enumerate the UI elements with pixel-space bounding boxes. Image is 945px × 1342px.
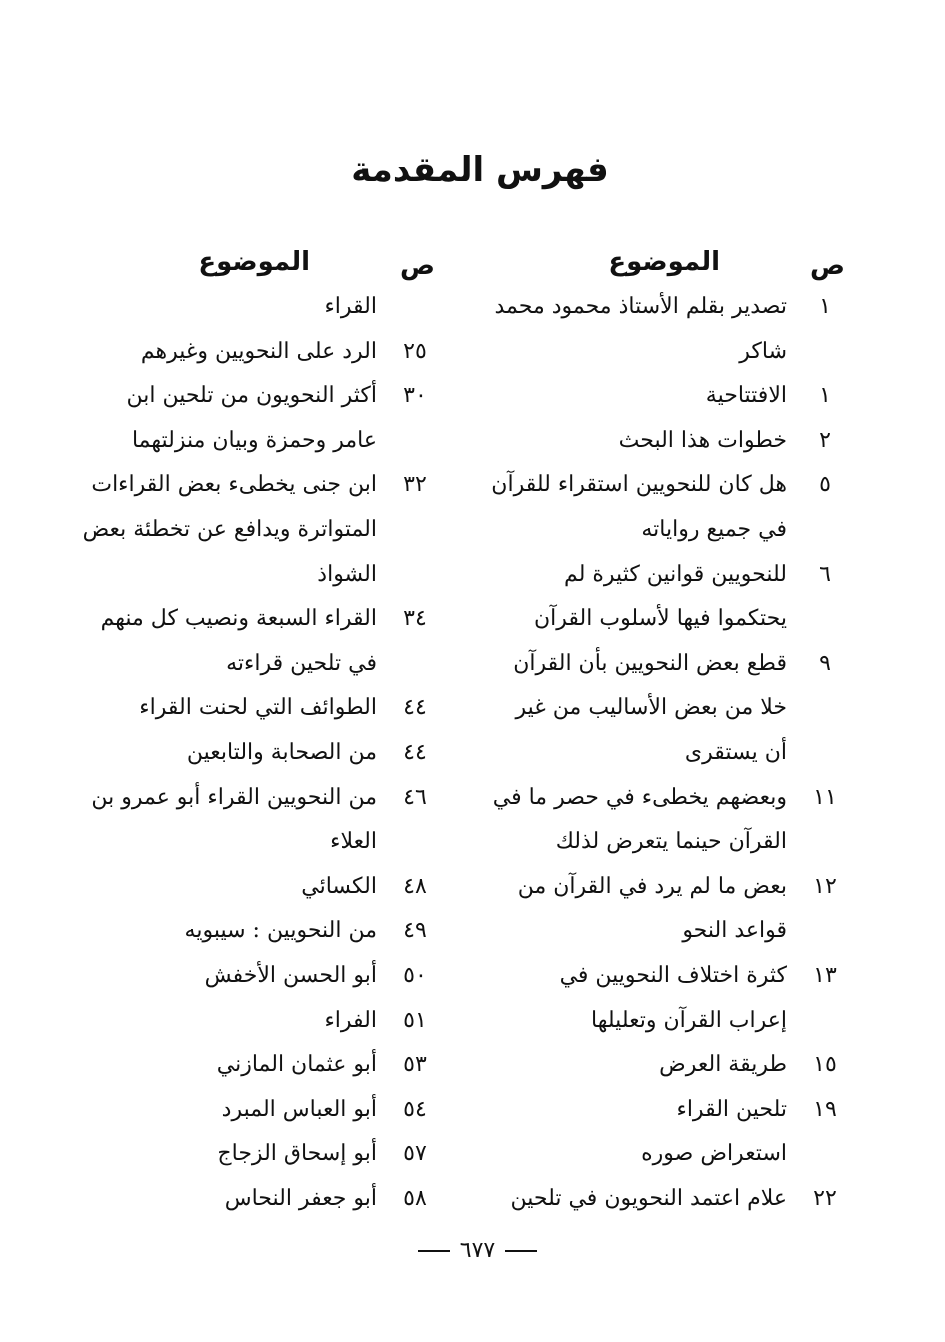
entry-page-number: ٤٩ xyxy=(403,918,427,944)
entry-page-number: ٥٠ xyxy=(403,962,427,988)
toc-entry xyxy=(90,553,435,598)
entry-page-number: ٤٤ xyxy=(403,695,427,721)
toc-entry xyxy=(90,954,435,999)
toc-entry xyxy=(490,1088,845,1133)
entry-topic: في تلحين قراءته xyxy=(226,650,377,676)
entry-page-number: ٥٧ xyxy=(403,1141,427,1167)
entry-topic: أبو عثمان المازني xyxy=(216,1052,377,1078)
entry-page-number: ٢ xyxy=(819,427,831,453)
entry-topic: أكثر النحويون من تلحين ابن xyxy=(126,383,377,409)
toc-left-entries xyxy=(82,285,435,1221)
entry-page-number: ٥٤ xyxy=(403,1096,427,1122)
entry-topic: المتواترة ويدافع عن تخطئة بعض xyxy=(82,516,377,542)
entry-page-number: ٦ xyxy=(819,561,831,587)
entry-topic: في جميع رواياته xyxy=(641,516,787,542)
toc-entry xyxy=(90,642,435,687)
entry-page-number: ٤٤ xyxy=(403,739,427,765)
toc-entry xyxy=(490,553,845,598)
toc-entry xyxy=(490,820,845,865)
entry-topic: الفراء xyxy=(324,1007,377,1033)
page-column-header: ص xyxy=(810,251,845,281)
column-header xyxy=(90,245,435,285)
toc-entry xyxy=(90,419,435,464)
entry-topic: القراء xyxy=(324,294,377,319)
entry-topic: الافتتاحية xyxy=(705,383,787,409)
entry-topic: من النحويين : سيبويه xyxy=(184,918,377,944)
toc-entry xyxy=(490,508,845,553)
toc-right-entries xyxy=(490,285,845,1221)
entry-topic: إعراب القرآن وتعليلها xyxy=(591,1007,787,1033)
entry-topic: علام اعتمد النحويون في تلحين xyxy=(510,1185,787,1211)
entry-topic: تصدير بقلم الأستاذ محمود محمد xyxy=(494,294,787,319)
footer-dash xyxy=(418,1250,450,1252)
entry-topic: العلاء xyxy=(330,829,377,855)
page-number: ٦٧٧ xyxy=(459,1238,496,1263)
entry-page-number: ١٢ xyxy=(813,873,837,899)
toc-entry xyxy=(490,642,845,687)
toc-entry xyxy=(90,1043,435,1088)
entry-page-number: ١٥ xyxy=(813,1052,837,1078)
entry-topic: أبو إسحاق الزجاج xyxy=(217,1141,377,1167)
entry-page-number: ٥٣ xyxy=(403,1052,427,1078)
entry-topic: الكسائي xyxy=(301,873,377,899)
entry-topic: استعراض صوره xyxy=(641,1141,787,1167)
entry-page-number: ٤٨ xyxy=(403,873,427,899)
toc-entry xyxy=(490,1132,845,1177)
toc-entry xyxy=(82,508,435,553)
entry-topic: هل كان للنحويين استقراء للقرآن xyxy=(491,472,787,498)
column-header xyxy=(490,245,845,285)
entry-page-number: ٣٠ xyxy=(403,383,427,409)
entry-topic: الطوائف التي لحنت القراء xyxy=(139,695,377,721)
entry-page-number: ٣٢ xyxy=(403,472,427,498)
toc-entry xyxy=(490,330,845,375)
entry-topic: القرآن حينما يتعرض لذلك xyxy=(555,829,787,855)
toc-right-column xyxy=(490,245,845,1221)
entry-page-number: ٥٨ xyxy=(403,1185,427,1211)
entry-topic: من النحويين القراء أبو عمرو بن xyxy=(91,784,377,810)
entry-topic: خلا من بعض الأساليب من غير xyxy=(515,695,787,721)
toc-entry xyxy=(90,1132,435,1177)
page-column-header: ص xyxy=(400,251,435,281)
toc-entry xyxy=(90,463,435,508)
entry-topic: قواعد النحو xyxy=(682,918,787,944)
toc-entry xyxy=(490,597,845,642)
toc-entry xyxy=(490,865,845,910)
toc-entry xyxy=(490,776,845,821)
toc-entry xyxy=(90,731,435,776)
entry-page-number: ٥ xyxy=(819,472,831,498)
entry-topic: يحتكموا فيها لأسلوب القرآن xyxy=(534,606,787,632)
entry-topic: أبو الحسن الأخفش xyxy=(204,962,377,988)
toc-entry xyxy=(490,909,845,954)
toc-entry xyxy=(90,865,435,910)
toc-entry xyxy=(90,776,435,821)
entry-page-number: ١٩ xyxy=(813,1096,837,1122)
toc-entry xyxy=(90,1177,435,1222)
toc-entry xyxy=(490,419,845,464)
toc-entry xyxy=(90,820,435,865)
entry-topic: قطع بعض النحويين بأن القرآن xyxy=(513,650,787,676)
toc-left-column xyxy=(82,245,435,1221)
toc-entry xyxy=(490,374,845,419)
entry-topic: بعض ما لم يرد في القرآن من xyxy=(517,873,787,899)
toc-entry xyxy=(90,999,435,1044)
entry-page-number: ٩ xyxy=(819,650,831,676)
toc-entry xyxy=(490,1177,845,1222)
entry-page-number: ٢٥ xyxy=(403,338,427,364)
entry-topic: للنحويين قوانين كثيرة لم xyxy=(564,561,787,587)
entry-topic: طريقة العرض xyxy=(659,1052,787,1078)
entry-page-number: ١ xyxy=(819,383,831,409)
entry-page-number: ٣٤ xyxy=(403,606,427,632)
entry-topic: تلحين القراء xyxy=(676,1096,787,1122)
entry-topic: أن يستقرى xyxy=(684,739,787,765)
toc-entry xyxy=(490,686,845,731)
entry-page-number: ١ xyxy=(819,294,831,319)
toc-entry xyxy=(90,285,435,330)
footer-dash xyxy=(505,1250,537,1252)
entry-topic: من الصحابة والتابعين xyxy=(186,739,377,765)
toc-entry xyxy=(490,463,845,508)
entry-topic: أبو العباس المبرد xyxy=(221,1096,377,1122)
toc-entry xyxy=(90,374,435,419)
toc-entry xyxy=(90,1088,435,1133)
entry-topic: الشواذ xyxy=(317,561,377,587)
entry-topic: وبعضهم يخطىء في حصر ما في xyxy=(492,784,787,810)
toc-entry xyxy=(90,330,435,375)
toc-entry xyxy=(490,731,845,776)
page-footer xyxy=(0,1238,945,1263)
toc-entry xyxy=(490,1043,845,1088)
entry-page-number: ٥١ xyxy=(403,1007,427,1033)
entry-topic: كثرة اختلاف النحويين في xyxy=(559,962,787,988)
toc-entry xyxy=(490,285,845,330)
entry-topic: ابن جنى يخطىء بعض القراءات xyxy=(91,472,377,498)
entry-page-number: ٢٢ xyxy=(813,1185,837,1211)
entry-topic: شاكر xyxy=(739,338,787,364)
entry-topic: خطوات هذا البحث xyxy=(618,427,787,453)
entry-topic: أبو جعفر النحاس xyxy=(224,1185,377,1211)
topic-column-header: الموضوع xyxy=(198,247,310,277)
toc-entry xyxy=(490,999,845,1044)
toc-entry xyxy=(90,597,435,642)
entry-topic: عامر وحمزة وبيان منزلتهما xyxy=(131,427,377,453)
entry-page-number: ٤٦ xyxy=(403,784,427,810)
toc-entry xyxy=(90,909,435,954)
page-title: فهرس المقدمة xyxy=(351,150,609,190)
entry-topic: الرد على النحويين وغيرهم xyxy=(140,338,377,364)
toc-entry xyxy=(490,954,845,999)
entry-page-number: ١١ xyxy=(813,784,837,810)
topic-column-header: الموضوع xyxy=(608,247,720,277)
entry-page-number: ١٣ xyxy=(813,962,837,988)
entry-topic: القراء السبعة ونصيب كل منهم xyxy=(100,606,377,632)
toc-entry xyxy=(90,686,435,731)
